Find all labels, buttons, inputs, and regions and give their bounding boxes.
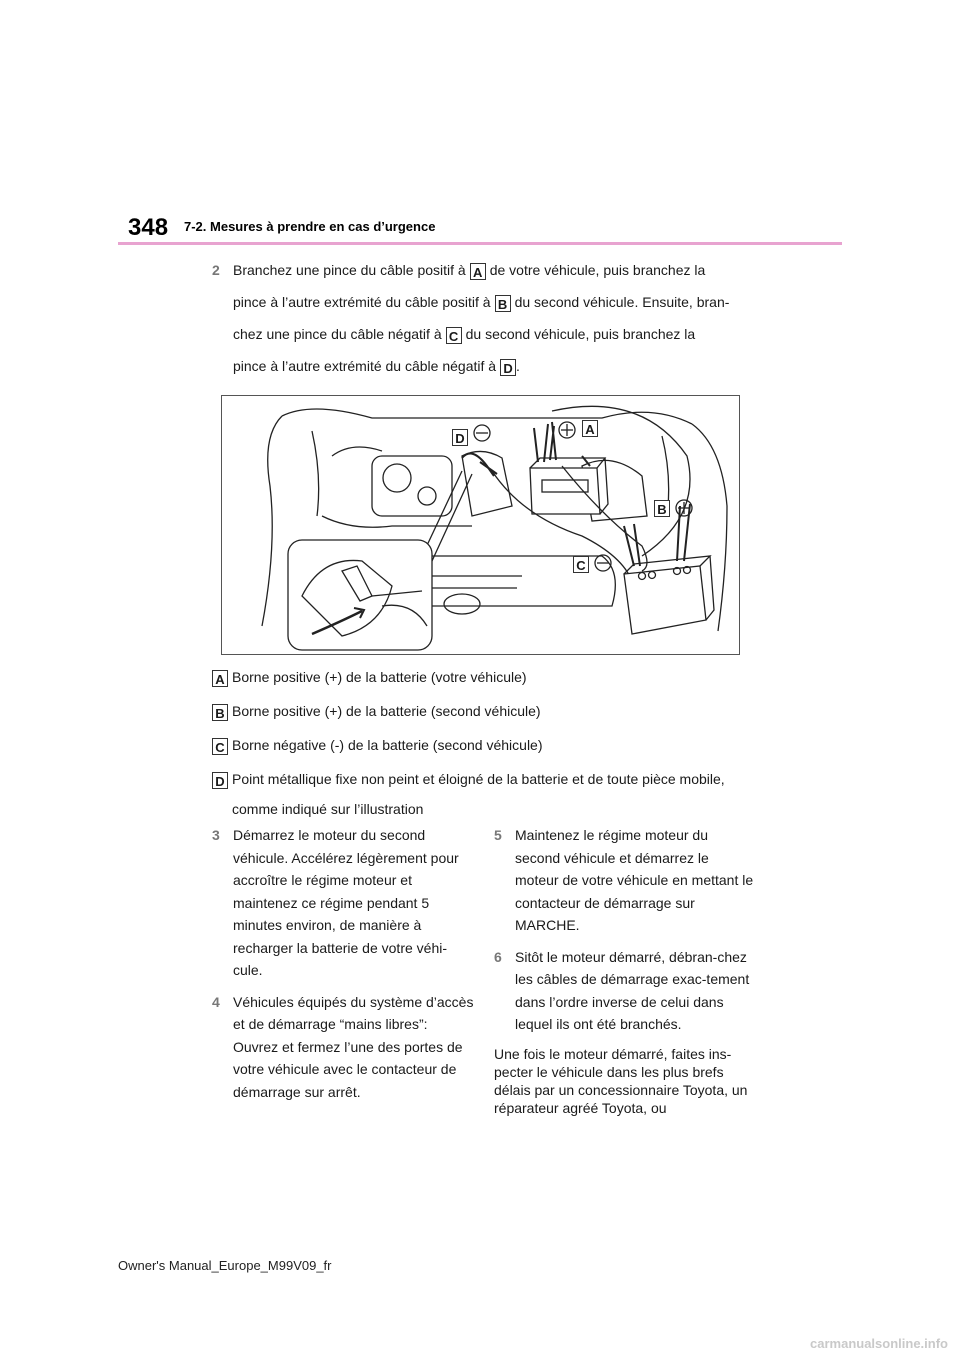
step-text: Véhicules équipés du système d’accès et de démarrage “mains libres”: Ouvrez et fermez l’une des portes de votre véhicule avec le contacteur de démarrage sur arrêt. xyxy=(233,993,474,1100)
step-number: 6 xyxy=(494,948,502,965)
label-b-badge: B xyxy=(495,295,511,312)
section-title: 7-2. Mesures à prendre en cas d’urgence xyxy=(184,219,436,234)
step-text: Maintenez le régime moteur du second véhicule et démarrez le moteur de votre véhicule en mettant le contacteur de démarrage sur MARCHE. xyxy=(515,827,754,933)
step-5 xyxy=(494,824,756,937)
legend-text: Borne positive (+) de la batterie (second véhicule) xyxy=(232,703,541,719)
step-text: pince à l’autre extrémité du câble positif à xyxy=(233,294,491,310)
legend-item xyxy=(212,769,725,789)
page-number: 348 xyxy=(128,214,169,241)
legend-text: Borne positive (+) de la batterie (votre véhicule) xyxy=(232,669,527,685)
step-number: 2 xyxy=(212,262,220,278)
figure-label-c: C xyxy=(573,556,589,573)
left-column xyxy=(212,824,474,1112)
closing-paragraph: Une fois le moteur démarré, faites ins-pecter le véhicule dans les plus brefs délais par un concessionnaire Toyota, un réparateur agréé Toyota, ou xyxy=(494,1045,748,1116)
step-text: pince à l’autre extrémité du câble négatif à xyxy=(233,358,497,374)
step-text: Sitôt le moteur démarré, débran-chez les câbles de démarrage exac-tement dans l’ordre inverse de celui dans lequel ils ont été branchés. xyxy=(515,948,750,1032)
figure-label-b: B xyxy=(654,500,670,517)
label-c-badge: C xyxy=(446,327,462,344)
legend-badge: C xyxy=(212,738,228,755)
step-text: Démarrez le moteur du second véhicule. Accélérez légèrement pour accroître le régime moteur et maintenez ce régime pendant 5 minutes environ, de manière à recharger la batterie de votre véhi-cule. xyxy=(233,827,459,978)
step-3 xyxy=(212,824,474,982)
legend-badge: D xyxy=(212,772,228,789)
step-text: Branchez une pince du câble positif à xyxy=(233,262,466,278)
engine-bay-drawing xyxy=(222,396,740,655)
label-a-badge: A xyxy=(470,263,486,280)
label-d-badge: D xyxy=(500,359,516,376)
step-4 xyxy=(212,991,474,1104)
step-text: . xyxy=(516,358,520,374)
legend-text: Borne négative (-) de la batterie (second véhicule) xyxy=(232,737,543,753)
legend-text: Point métallique fixe non peint et éloigné de la batterie et de toute pièce mobile, xyxy=(232,771,725,787)
step-text: de votre véhicule, puis branchez la xyxy=(489,262,706,278)
figure-label-d: D xyxy=(452,429,468,446)
footer-manual-id: Owner's Manual_Europe_M99V09_fr xyxy=(118,1258,332,1273)
watermark: carmanualsonline.info xyxy=(810,1336,948,1351)
figure-label-a: A xyxy=(582,420,598,437)
legend-badge: A xyxy=(212,670,228,687)
step-number: 5 xyxy=(494,827,502,843)
header-divider xyxy=(118,242,842,245)
step-text: chez une pince du câble négatif à xyxy=(233,326,442,342)
legend-item xyxy=(212,667,527,687)
right-column xyxy=(494,824,756,1117)
legend-continuation: comme indiqué sur l’illustration xyxy=(232,801,424,817)
legend-item xyxy=(212,735,543,755)
step-number: 3 xyxy=(212,827,220,843)
step-number: 4 xyxy=(212,993,220,1010)
step-text: du second véhicule. Ensuite, bran- xyxy=(514,294,730,310)
step-text: du second véhicule, puis branchez la xyxy=(465,326,696,342)
step-2 xyxy=(212,254,772,382)
step-6 xyxy=(494,946,756,1036)
legend-badge: B xyxy=(212,704,228,721)
legend-item xyxy=(212,701,541,721)
jump-start-illustration xyxy=(221,395,740,655)
